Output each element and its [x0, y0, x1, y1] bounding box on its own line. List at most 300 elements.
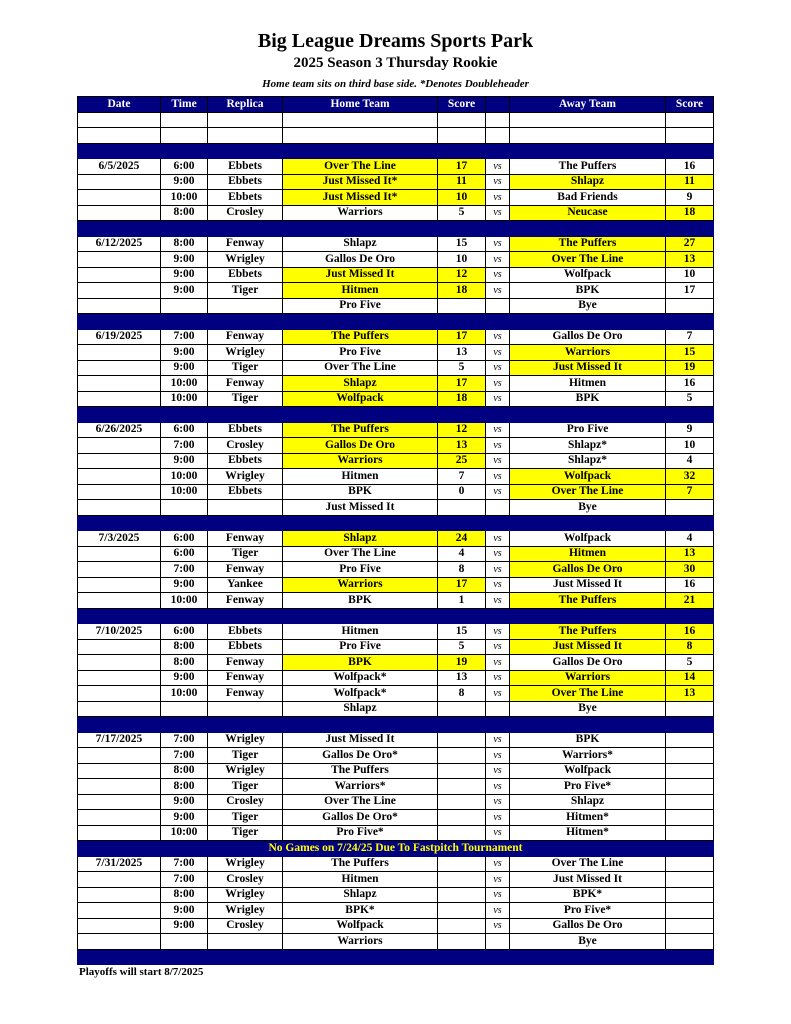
home-team-cell: Shlapz [283, 236, 438, 252]
game-row [78, 872, 714, 888]
home-score-cell [438, 779, 486, 795]
home-team-cell: The Puffers [283, 422, 438, 438]
vs-cell: vs [486, 810, 510, 826]
vs-cell: vs [486, 159, 510, 175]
vs-cell: vs [486, 438, 510, 454]
home-team-cell: Pro Five [283, 562, 438, 578]
separator-cell [78, 407, 161, 423]
away-team-cell: The Puffers [510, 624, 666, 640]
away-team-cell: Just Missed It [510, 872, 666, 888]
replica-cell: Tiger [208, 546, 283, 562]
date-cell: 7/31/2025 [78, 856, 161, 872]
separator-cell [510, 221, 666, 237]
game-row [78, 267, 714, 283]
schedule-note: Home team sits on third base side. *Denotes Doubleheader [262, 78, 529, 90]
away-score-cell [666, 918, 714, 934]
vs-cell: vs [486, 856, 510, 872]
date-cell [78, 190, 161, 206]
away-score-cell [666, 887, 714, 903]
away-score-cell [666, 779, 714, 795]
vs-cell: vs [486, 236, 510, 252]
time-cell: 9:00 [161, 794, 208, 810]
home-score-cell: 15 [438, 624, 486, 640]
separator-cell [486, 949, 510, 965]
separator-cell [510, 515, 666, 531]
separator-cell [208, 221, 283, 237]
home-score-cell: 13 [438, 345, 486, 361]
home-score-cell: 8 [438, 686, 486, 702]
away-score-cell [666, 825, 714, 841]
away-team-cell: Pro Five [510, 422, 666, 438]
away-score-cell: 21 [666, 593, 714, 609]
replica-cell: Wrigley [208, 887, 283, 903]
date-cell [78, 670, 161, 686]
time-cell: 9:00 [161, 252, 208, 268]
separator-cell [510, 407, 666, 423]
column-header: Home Team [283, 97, 438, 113]
away-team-cell: Over The Line [510, 484, 666, 500]
separator-cell [666, 221, 714, 237]
replica-cell: Tiger [208, 748, 283, 764]
home-team-cell: The Puffers [283, 329, 438, 345]
home-score-cell: 11 [438, 174, 486, 190]
game-row [78, 639, 714, 655]
home-team-cell: Just Missed It* [283, 190, 438, 206]
vs-cell: vs [486, 655, 510, 671]
away-score-cell [666, 872, 714, 888]
home-score-cell: 1 [438, 593, 486, 609]
away-team-cell: Warriors [510, 345, 666, 361]
week-separator [78, 515, 714, 531]
game-row [78, 686, 714, 702]
separator-cell [208, 515, 283, 531]
vs-cell: vs [486, 329, 510, 345]
time-cell: 9:00 [161, 810, 208, 826]
replica-cell: Tiger [208, 360, 283, 376]
time-cell: 7:00 [161, 438, 208, 454]
separator-cell [666, 314, 714, 330]
game-row [78, 391, 714, 407]
date-cell: 6/12/2025 [78, 236, 161, 252]
away-score-cell [666, 298, 714, 314]
away-score-cell: 9 [666, 422, 714, 438]
date-cell [78, 655, 161, 671]
replica-cell: Tiger [208, 779, 283, 795]
empty-cell [283, 112, 438, 128]
home-team-cell: Warriors [283, 205, 438, 221]
date-cell [78, 701, 161, 717]
home-score-cell: 17 [438, 376, 486, 392]
home-team-cell: Shlapz [283, 701, 438, 717]
separator-cell [486, 143, 510, 159]
date-cell [78, 763, 161, 779]
away-team-cell: Shlapz [510, 794, 666, 810]
empty-cell [78, 112, 161, 128]
game-row [78, 593, 714, 609]
home-score-cell [438, 903, 486, 919]
column-header: Time [161, 97, 208, 113]
separator-cell [208, 608, 283, 624]
game-row [78, 484, 714, 500]
week-separator [78, 314, 714, 330]
time-cell: 9:00 [161, 345, 208, 361]
replica-cell: Tiger [208, 825, 283, 841]
away-team-cell: Wolfpack [510, 763, 666, 779]
away-score-cell: 9 [666, 190, 714, 206]
replica-cell: Ebbets [208, 422, 283, 438]
away-score-cell: 17 [666, 283, 714, 299]
home-score-cell: 18 [438, 391, 486, 407]
date-cell [78, 453, 161, 469]
vs-cell: vs [486, 779, 510, 795]
empty-cell [510, 128, 666, 144]
game-row [78, 624, 714, 640]
vs-cell: vs [486, 391, 510, 407]
game-row [78, 903, 714, 919]
away-team-cell: Gallos De Oro [510, 918, 666, 934]
date-cell [78, 810, 161, 826]
game-row [78, 298, 714, 314]
separator-cell [438, 717, 486, 733]
home-score-cell [438, 856, 486, 872]
replica-cell: Yankee [208, 577, 283, 593]
separator-cell [161, 314, 208, 330]
home-team-cell: Just Missed It [283, 500, 438, 516]
date-cell [78, 267, 161, 283]
separator-cell [666, 949, 714, 965]
time-cell [161, 298, 208, 314]
home-team-cell: Hitmen [283, 624, 438, 640]
date-cell [78, 562, 161, 578]
game-row [78, 190, 714, 206]
away-score-cell [666, 732, 714, 748]
time-cell: 9:00 [161, 918, 208, 934]
game-row [78, 732, 714, 748]
date-cell: 6/19/2025 [78, 329, 161, 345]
home-team-cell: Over The Line [283, 360, 438, 376]
game-row [78, 453, 714, 469]
replica-cell: Fenway [208, 562, 283, 578]
home-team-cell: Shlapz [283, 887, 438, 903]
game-row [78, 283, 714, 299]
empty-cell [161, 128, 208, 144]
away-score-cell: 4 [666, 453, 714, 469]
home-team-cell: Wolfpack [283, 391, 438, 407]
away-score-cell: 19 [666, 360, 714, 376]
separator-cell [666, 515, 714, 531]
away-score-cell: 7 [666, 329, 714, 345]
home-score-cell: 4 [438, 546, 486, 562]
home-score-cell [438, 500, 486, 516]
week-separator [78, 949, 714, 965]
game-row [78, 779, 714, 795]
game-row [78, 918, 714, 934]
vs-cell: vs [486, 422, 510, 438]
separator-cell [510, 717, 666, 733]
replica-cell: Wrigley [208, 732, 283, 748]
home-score-cell [438, 763, 486, 779]
separator-cell [78, 515, 161, 531]
home-team-cell: Shlapz [283, 531, 438, 547]
date-cell [78, 484, 161, 500]
home-score-cell [438, 934, 486, 950]
time-cell: 10:00 [161, 190, 208, 206]
separator-cell [283, 407, 438, 423]
time-cell: 10:00 [161, 686, 208, 702]
game-row [78, 205, 714, 221]
column-header: Score [666, 97, 714, 113]
away-score-cell: 5 [666, 655, 714, 671]
replica-cell: Wrigley [208, 469, 283, 485]
replica-cell: Ebbets [208, 174, 283, 190]
away-team-cell: Bye [510, 298, 666, 314]
away-score-cell [666, 701, 714, 717]
date-cell [78, 779, 161, 795]
date-cell [78, 438, 161, 454]
vs-cell [486, 934, 510, 950]
home-team-cell: Just Missed It [283, 267, 438, 283]
away-team-cell: Over The Line [510, 856, 666, 872]
replica-cell: Fenway [208, 593, 283, 609]
away-team-cell: BPK [510, 732, 666, 748]
game-row [78, 701, 714, 717]
separator-cell [208, 314, 283, 330]
time-cell: 8:00 [161, 779, 208, 795]
separator-cell [283, 717, 438, 733]
time-cell: 7:00 [161, 872, 208, 888]
time-cell: 6:00 [161, 624, 208, 640]
separator-cell [438, 221, 486, 237]
time-cell: 9:00 [161, 453, 208, 469]
date-cell [78, 283, 161, 299]
home-score-cell: 13 [438, 438, 486, 454]
date-cell [78, 205, 161, 221]
separator-cell [283, 143, 438, 159]
away-team-cell: Warriors* [510, 748, 666, 764]
game-row [78, 236, 714, 252]
date-cell [78, 887, 161, 903]
empty-cell [283, 128, 438, 144]
time-cell: 7:00 [161, 856, 208, 872]
home-team-cell: The Puffers [283, 856, 438, 872]
home-team-cell: Pro Five [283, 298, 438, 314]
separator-cell [666, 608, 714, 624]
replica-cell: Ebbets [208, 267, 283, 283]
time-cell: 10:00 [161, 484, 208, 500]
replica-cell: Crosley [208, 872, 283, 888]
date-cell [78, 252, 161, 268]
date-cell: 7/3/2025 [78, 531, 161, 547]
away-score-cell: 8 [666, 639, 714, 655]
park-title: Big League Dreams Sports Park [257, 30, 534, 52]
away-score-cell [666, 500, 714, 516]
home-team-cell: Gallos De Oro [283, 252, 438, 268]
separator-cell [666, 717, 714, 733]
date-cell [78, 918, 161, 934]
separator-cell [438, 407, 486, 423]
home-score-cell [438, 887, 486, 903]
vs-cell: vs [486, 252, 510, 268]
home-score-cell: 24 [438, 531, 486, 547]
home-team-cell: Warriors [283, 934, 438, 950]
away-score-cell: 15 [666, 345, 714, 361]
away-score-cell: 5 [666, 391, 714, 407]
away-team-cell: Neucase [510, 205, 666, 221]
week-separator [78, 407, 714, 423]
away-team-cell: Wolfpack [510, 531, 666, 547]
home-team-cell: Warriors* [283, 779, 438, 795]
separator-cell [510, 143, 666, 159]
game-row [78, 763, 714, 779]
game-row [78, 887, 714, 903]
vs-cell: vs [486, 283, 510, 299]
separator-cell [78, 221, 161, 237]
away-team-cell: Hitmen [510, 376, 666, 392]
column-header [486, 97, 510, 113]
empty-cell [510, 112, 666, 128]
date-cell [78, 174, 161, 190]
column-header: Away Team [510, 97, 666, 113]
vs-cell: vs [486, 531, 510, 547]
separator-cell [78, 143, 161, 159]
replica-cell: Crosley [208, 918, 283, 934]
away-score-cell: 4 [666, 531, 714, 547]
home-score-cell: 17 [438, 159, 486, 175]
replica-cell: Fenway [208, 329, 283, 345]
column-header: Replica [208, 97, 283, 113]
schedule-table [77, 96, 714, 965]
away-score-cell: 18 [666, 205, 714, 221]
separator-cell [208, 143, 283, 159]
home-score-cell: 12 [438, 422, 486, 438]
away-score-cell: 27 [666, 236, 714, 252]
time-cell [161, 500, 208, 516]
separator-cell [161, 717, 208, 733]
game-row [78, 825, 714, 841]
away-team-cell: Warriors [510, 670, 666, 686]
replica-cell: Tiger [208, 810, 283, 826]
separator-cell [486, 608, 510, 624]
date-cell [78, 298, 161, 314]
separator-cell [78, 949, 161, 965]
separator-cell [161, 407, 208, 423]
game-row [78, 655, 714, 671]
separator-cell [510, 608, 666, 624]
replica-cell: Crosley [208, 205, 283, 221]
replica-cell: Crosley [208, 438, 283, 454]
replica-cell: Wrigley [208, 903, 283, 919]
replica-cell [208, 701, 283, 717]
home-team-cell: The Puffers [283, 763, 438, 779]
date-cell [78, 469, 161, 485]
home-score-cell: 5 [438, 360, 486, 376]
vs-cell: vs [486, 763, 510, 779]
replica-cell: Fenway [208, 670, 283, 686]
separator-cell [161, 949, 208, 965]
separator-cell [666, 143, 714, 159]
date-cell [78, 794, 161, 810]
empty-cell [208, 112, 283, 128]
game-row [78, 438, 714, 454]
time-cell: 10:00 [161, 825, 208, 841]
empty-cell [208, 128, 283, 144]
time-cell: 10:00 [161, 469, 208, 485]
home-team-cell: Hitmen [283, 283, 438, 299]
away-team-cell: The Puffers [510, 593, 666, 609]
away-score-cell: 32 [666, 469, 714, 485]
away-team-cell: Gallos De Oro [510, 655, 666, 671]
away-team-cell: Wolfpack [510, 267, 666, 283]
replica-cell: Wrigley [208, 345, 283, 361]
vs-cell: vs [486, 469, 510, 485]
time-cell: 6:00 [161, 422, 208, 438]
away-team-cell: Bye [510, 701, 666, 717]
time-cell: 8:00 [161, 887, 208, 903]
away-team-cell: Shlapz* [510, 438, 666, 454]
week-separator [78, 717, 714, 733]
vs-cell: vs [486, 748, 510, 764]
separator-cell [78, 717, 161, 733]
replica-cell: Ebbets [208, 624, 283, 640]
vs-cell: vs [486, 918, 510, 934]
empty-cell [161, 112, 208, 128]
vs-cell [486, 500, 510, 516]
vs-cell: vs [486, 484, 510, 500]
time-cell: 8:00 [161, 236, 208, 252]
week-separator [78, 841, 714, 857]
time-cell: 9:00 [161, 174, 208, 190]
separator-cell [283, 515, 438, 531]
away-score-cell: 13 [666, 252, 714, 268]
separator-cell [438, 515, 486, 531]
separator-cell [486, 314, 510, 330]
vs-cell: vs [486, 670, 510, 686]
time-cell: 8:00 [161, 205, 208, 221]
away-team-cell: Hitmen* [510, 810, 666, 826]
vs-cell: vs [486, 453, 510, 469]
blank-row [78, 112, 714, 128]
separator-cell [283, 314, 438, 330]
home-score-cell: 13 [438, 670, 486, 686]
separator-cell [208, 407, 283, 423]
replica-cell: Fenway [208, 686, 283, 702]
replica-cell: Fenway [208, 376, 283, 392]
time-cell: 10:00 [161, 593, 208, 609]
replica-cell: Fenway [208, 655, 283, 671]
time-cell: 8:00 [161, 639, 208, 655]
time-cell: 10:00 [161, 376, 208, 392]
game-row [78, 422, 714, 438]
away-team-cell: Just Missed It [510, 639, 666, 655]
replica-cell: Fenway [208, 531, 283, 547]
time-cell: 7:00 [161, 562, 208, 578]
replica-cell: Tiger [208, 391, 283, 407]
home-team-cell: Pro Five [283, 639, 438, 655]
away-score-cell: 7 [666, 484, 714, 500]
home-team-cell: BPK [283, 593, 438, 609]
separator-cell [161, 221, 208, 237]
replica-cell: Crosley [208, 794, 283, 810]
separator-cell [486, 515, 510, 531]
separator-cell [78, 314, 161, 330]
game-row [78, 159, 714, 175]
separator-cell [510, 314, 666, 330]
away-score-cell: 11 [666, 174, 714, 190]
away-team-cell: BPK [510, 283, 666, 299]
no-games-message: No Games on 7/24/25 Due To Fastpitch Tournament [78, 841, 714, 857]
home-score-cell [438, 825, 486, 841]
season-title: 2025 Season 3 Thursday Rookie [293, 55, 498, 71]
